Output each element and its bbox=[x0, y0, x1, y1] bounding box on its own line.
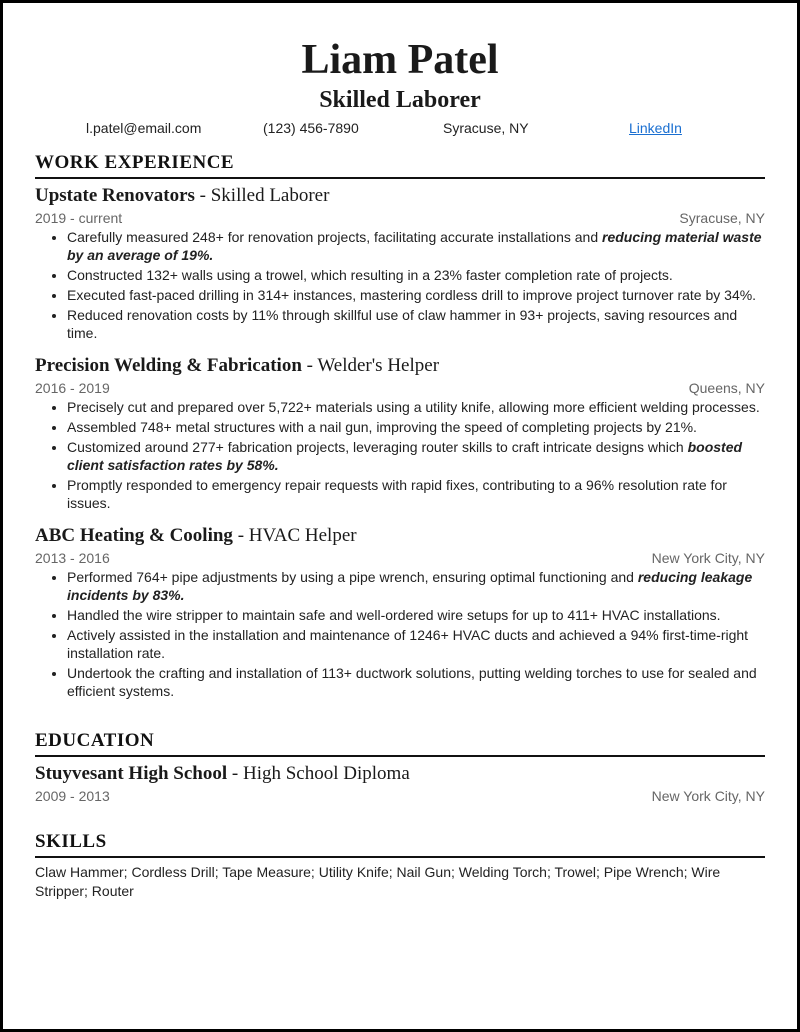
job-location: Queens, NY bbox=[688, 380, 765, 396]
job-role: Welder's Helper bbox=[317, 355, 440, 376]
job-heading bbox=[35, 354, 765, 378]
bullet-item: • Promptly responded to emergency repair requests with rapid fixes, contributing to a 96% resolution rate for issues. bbox=[67, 476, 765, 512]
bullet-item: • Customized around 277+ fabrication projects, leveraging router skills to craft intricate designs which boosted client satisfaction rates by 58%. bbox=[67, 438, 765, 474]
bullet-item: • Undertook the crafting and installation of 113+ ductwork solutions, putting welding torches to use for sealed and efficient systems. bbox=[67, 664, 765, 700]
bullet-item: • Handled the wire stripper to maintain safe and well-ordered wire setups for up to 411+ HVAC installations. bbox=[67, 606, 765, 624]
job-bullets bbox=[35, 568, 765, 700]
bullet-item: • Assembled 748+ metal structures with a nail gun, improving the speed of completing projects by 21%. bbox=[67, 418, 765, 436]
separator: - bbox=[199, 185, 211, 206]
linkedin-link[interactable]: LinkedIn bbox=[629, 120, 682, 136]
bullet-item: • Carefully measured 248+ for renovation projects, facilitating accurate installations and reducing material waste by an average of 19%. bbox=[67, 228, 765, 264]
bullet-item: • Precisely cut and prepared over 5,722+ materials using a utility knife, allowing more efficient welding processes. bbox=[67, 398, 765, 416]
separator: - bbox=[306, 355, 318, 376]
job-meta bbox=[35, 549, 765, 567]
email-text: l.patel@email.com bbox=[86, 120, 202, 136]
school-name: Stuyvesant High School bbox=[35, 763, 228, 784]
candidate-title: Skilled Laborer bbox=[319, 87, 481, 113]
education-dates: 2009 - 2013 bbox=[35, 788, 110, 804]
job-bullets bbox=[35, 398, 765, 512]
company-name: ABC Heating & Cooling bbox=[35, 525, 233, 546]
bullet-item: • Performed 764+ pipe adjustments by using a pipe wrench, ensuring optimal functioning and reducing leakage incidents by 83%. bbox=[67, 568, 765, 604]
job-entry bbox=[35, 524, 765, 700]
bullet-item: • Constructed 132+ walls using a trowel, which resulting in a 23% faster completion rate of projects. bbox=[67, 266, 765, 284]
job-role: HVAC Helper bbox=[248, 525, 357, 546]
job-meta bbox=[35, 209, 765, 227]
separator: - bbox=[237, 525, 249, 546]
skills-list: Claw Hammer; Cordless Drill; Tape Measure; Utility Knife; Nail Gun; Welding Torch; Trowel; Pipe Wrench; Wire Stripper; Router bbox=[35, 864, 721, 899]
section-title-education: EDUCATION bbox=[35, 730, 765, 757]
company-name: Upstate Renovators bbox=[35, 185, 195, 206]
resume-page bbox=[3, 3, 797, 1029]
education-meta bbox=[35, 787, 765, 805]
job-heading bbox=[35, 524, 765, 548]
bullet-item: • Actively assisted in the installation and maintenance of 1246+ HVAC ducts and achieved a 94% first-time-right installation rate. bbox=[67, 626, 765, 662]
job-bullets bbox=[35, 228, 765, 342]
job-dates: 2013 - 2016 bbox=[35, 550, 110, 566]
job-dates: 2016 - 2019 bbox=[35, 380, 110, 396]
bullet-item: • Executed fast-paced drilling in 314+ instances, mastering cordless drill to improve project turnover rate by 34%. bbox=[67, 286, 765, 304]
job-location: Syracuse, NY bbox=[679, 210, 765, 226]
section-title-experience: WORK EXPERIENCE bbox=[35, 152, 765, 179]
degree-name: High School Diploma bbox=[242, 763, 410, 784]
education-location: New York City, NY bbox=[651, 788, 765, 804]
candidate-name: Liam Patel bbox=[301, 37, 499, 83]
job-role: Skilled Laborer bbox=[210, 185, 330, 206]
location-text: Syracuse, NY bbox=[443, 120, 529, 136]
education-heading bbox=[35, 762, 765, 786]
job-entry bbox=[35, 184, 765, 342]
job-heading bbox=[35, 184, 765, 208]
job-location: New York City, NY bbox=[651, 550, 765, 566]
section-title-skills: SKILLS bbox=[35, 831, 765, 858]
job-entry bbox=[35, 354, 765, 512]
job-dates: 2019 - current bbox=[35, 210, 123, 226]
separator: - bbox=[231, 763, 243, 784]
education-entry bbox=[35, 762, 765, 805]
bullet-item: • Reduced renovation costs by 11% through skillful use of claw hammer in 93+ projects, saving resources and time. bbox=[67, 306, 765, 342]
company-name: Precision Welding & Fabrication bbox=[35, 355, 302, 376]
contact-row bbox=[35, 120, 765, 142]
job-meta bbox=[35, 379, 765, 397]
phone-text: (123) 456-7890 bbox=[263, 120, 359, 136]
